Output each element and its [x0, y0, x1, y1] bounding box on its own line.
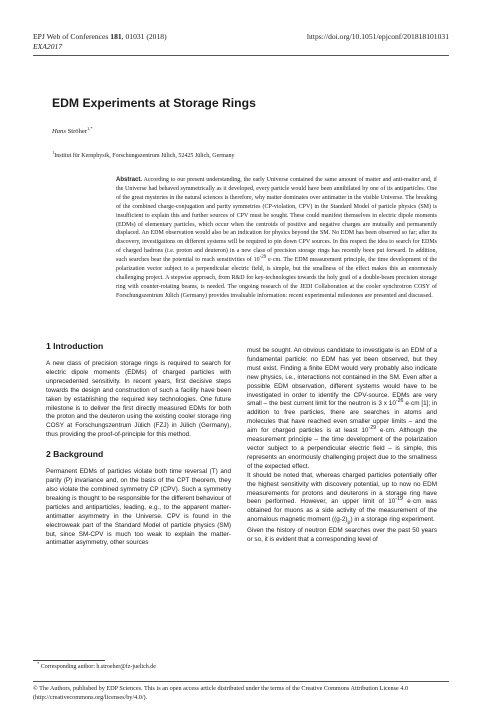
running-header	[33, 32, 449, 52]
body-paragraph: Given the history of neutron EDM searches over the past 50 years or so, it is evident that a corresponding level of	[247, 527, 437, 544]
abstract: Abstract. According to our present understanding, the early Universe contained the same amount of matter and anti-matter and, if the Universe had behaved symmetrically as it developed, every particle would have been annihilated by one of its antiparticles. One of the great mysteries in the natural sciences is therefore, why matter dominates over antimatter in the visible Universe. The breaking of the combined charge-conjugation and parity symmetries (CP-violation, CPV) in the Standard Model of particle physics (SM) is insufficient to explain this and further sources of CPV must be sought. These could manifest themselves in electric dipole moments (EDMs) of elementary particles, which occur when the centroids of positive and negative charges are mutually and permanently displaced. An EDM observation would also be an indication for physics beyond the SM. No EDM has been observed so far; after its discovery, investigations on different systems will be required to pin down CPV sources. In this respect the idea to search for EDMs of charged hadrons (i.e. proton and deuteron) in a new class of precision storage rings has recently been put forward. In addition, such searches bear the potential to reach sensitivities of $10^{-29}$ e·cm. The EDM measurement principle, the time development of the polarization vector subject to a perpendicular electric field, is simple, but the smallness of the effect makes this an enormously challenging project. A stepwise approach, from R&D for key-technologies towards the holy grail of a double-beam precision storage ring with counter-rotating beams, is needed. The ongoing research of the JEDI Collaboration at the cooler synchrotron COSY of Forschungszentrum Jülich (Germany) provides invaluable information: recent experimental milestones are presented and discussed.	[116, 177, 438, 299]
license-notice: © The Authors, published by EDP Sciences. This is an open access article distributed under the terms of the Creative Commons Attribution License 4.0 (http://creativecommons.org/licenses/by/4.0/).	[33, 685, 409, 701]
affiliation	[52, 150, 235, 159]
footnote	[37, 661, 156, 670]
paper-title: EDM Experiments at Storage Rings	[52, 96, 256, 110]
author-family-name: Ströher	[67, 128, 87, 135]
body-paragraph: must be sought. An obvious candidate to investigate is an EDM of a fundamental particle: no EDM has yet been observed, but they must exist. Finding a finite EDM would very probably also indicate new physics, i.e., interactions not contained in the SM. Even after a possible EDM observation, different systems would have to be investigated in order to identify the CPV-source. EDMs are very small – the best current limit for the neutron is 3 x $10^{-26}$ e·cm [1]; in addition to free particles, there are searches in atoms and molecules that have reached even smaller upper limits – and the aim for charged particles is at least $10^{-29}$ e·cm. Although the measurement principle – the time development of the polarization vector subject to a perpendicular electric field – is simple, this represents an enormously challenging project due to the smallness of the expected effect.	[247, 347, 438, 470]
footnote-rule	[33, 660, 105, 661]
header-rule	[33, 55, 449, 56]
author-markers: 1,*	[87, 125, 93, 131]
volume-number: 181	[110, 32, 122, 41]
footnote-text: Corresponding author: h.stroeher@fz-juelich.de	[39, 664, 156, 670]
body-paragraph: It should be noted that, whereas charged particles potentially offer the highest sensitivity with discovery potential, up to now no EDM measurements for protons and deuterons in a storage ring have been performed. However, an upper limit of $10^{-19}$ e·cm was obtained for muons as a side activity of the measurement of the anomalous magnetic moment $((g-2)_\mu)$ in a storage ring experiment.	[247, 471, 437, 526]
background-paragraph: Permanent EDMs of particles violate both time reversal (T) and parity (P) invariance and, on the basis of the CPT theorem, they also violate the combined symmetry CP (CPV). Such a symmetry breaking is thought to be responsible for the different behaviour of particles and antiparticles, leading, e.g., to the apparent matter-antimatter asymmetry in the Universe. CPV is found in the electroweak part of the Standard Model of particle physics (SM) but, since SM-CPV is much too weak to explain the matter-antimatter asymmetry, other sources	[46, 468, 231, 547]
author-line	[52, 125, 93, 135]
conference-name: EXA2017	[33, 42, 63, 51]
abstract-label: Abstract.	[116, 177, 143, 183]
author-given-name: Hans	[52, 128, 66, 135]
journal-citation: EPJ Web of Conferences 181, 01031 (2018)	[33, 32, 167, 41]
left-column	[46, 341, 231, 548]
license-rule	[33, 681, 449, 682]
doi-link[interactable]: https://doi.org/10.1051/epjconf/201818101031	[306, 32, 449, 41]
footnote-marker: *	[37, 661, 40, 666]
introduction-paragraph: A new class of precision storage rings is required to search for electric dipole moments (EDMs) of charged particles with unprecedented sensitivity. In recent years, first decisive steps towards the design and construction of such a facility have been taken by establishing the required key technologies. One future milestone is to deliver the first directly measured EDMs for both the proton and the deuteron using the existing cooler storage ring COSY at Forschungszentrum Jülich (FZJ) in Jülich (Germany), thus providing the proof-of-principle for this method.	[46, 360, 231, 439]
right-column	[247, 347, 437, 545]
affiliation-number: 1	[52, 150, 55, 155]
section-heading-introduction: 1 Introduction	[46, 341, 104, 351]
affiliation-text: Institut für Kernphysik, Forschungszentrum Jülich, 52425 Jülich, Germany	[54, 153, 235, 159]
section-heading-background: 2 Background	[46, 449, 104, 460]
